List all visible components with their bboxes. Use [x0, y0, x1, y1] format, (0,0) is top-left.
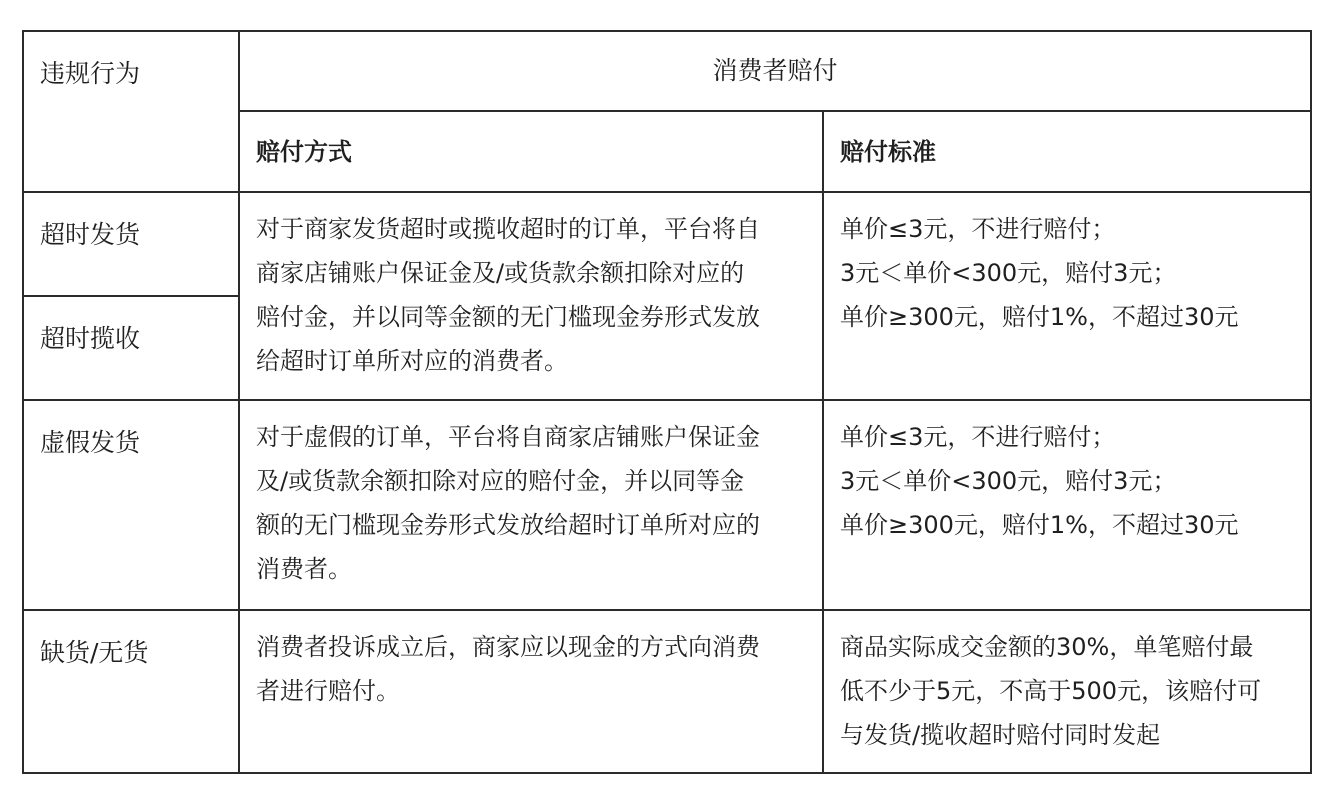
header-row	[23, 31, 1311, 111]
standard-line: 单价≤3元，不进行赔付；	[840, 215, 1116, 243]
method-line: 对于虚假的订单，平台将自商家店铺账户保证金	[256, 423, 760, 451]
method-line: 对于商家发货超时或揽收超时的订单，平台将自	[256, 215, 760, 243]
standard-cell	[823, 610, 1311, 773]
method-cell	[239, 610, 823, 773]
method-line: 消费者投诉成立后，商家应以现金的方式向消费	[256, 633, 760, 661]
compensation-table	[22, 30, 1312, 774]
standard-cell	[823, 192, 1311, 400]
method-line: 商家店铺账户保证金及/或货款余额扣除对应的	[256, 259, 745, 287]
standard-line: 低不少于5元，不高于500元，该赔付可	[840, 677, 1262, 705]
method-cell	[239, 192, 823, 400]
standard-line: 单价≤3元，不进行赔付；	[840, 423, 1116, 451]
standard-line: 3元＜单价<300元，赔付3元；	[840, 259, 1177, 287]
method-line: 消费者。	[256, 555, 352, 583]
standard-cell	[823, 400, 1311, 610]
header-violation: 违规行为	[23, 31, 239, 192]
header-method: 赔付方式	[239, 111, 823, 192]
table-row	[23, 610, 1311, 773]
method-line: 及/或货款余额扣除对应的赔付金，并以同等金	[256, 467, 745, 495]
table-row	[23, 192, 1311, 296]
table-row	[23, 400, 1311, 610]
violation-cell: 缺货/无货	[23, 610, 239, 773]
standard-line: 与发货/揽收超时赔付同时发起	[840, 721, 1161, 749]
method-line: 者进行赔付。	[256, 677, 400, 705]
standard-line: 3元＜单价<300元，赔付3元；	[840, 467, 1177, 495]
method-line: 赔付金，并以同等金额的无门槛现金券形式发放	[256, 303, 760, 331]
violation-cell: 超时发货	[23, 192, 239, 296]
standard-line: 单价≥300元，赔付1%，不超过30元	[840, 511, 1239, 539]
method-line: 额的无门槛现金券形式发放给超时订单所对应的	[256, 511, 760, 539]
header-compensation: 消费者赔付	[239, 31, 1311, 111]
violation-cell: 虚假发货	[23, 400, 239, 610]
standard-line: 商品实际成交金额的30%，单笔赔付最	[840, 633, 1254, 661]
violation-cell: 超时揽收	[23, 296, 239, 400]
method-line: 给超时订单所对应的消费者。	[256, 347, 568, 375]
method-cell	[239, 400, 823, 610]
standard-line: 单价≥300元，赔付1%，不超过30元	[840, 303, 1239, 331]
header-standard: 赔付标准	[823, 111, 1311, 192]
